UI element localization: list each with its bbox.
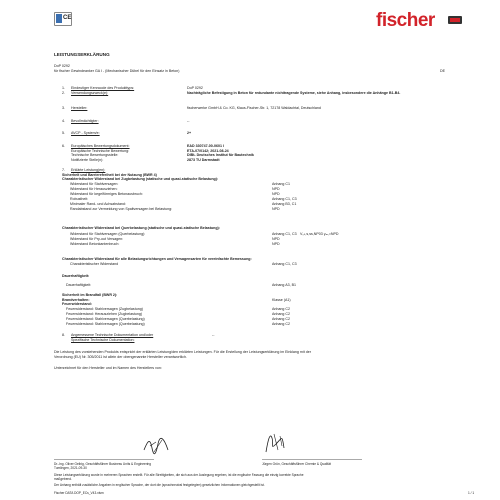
item-1-num: 1. (62, 86, 65, 90)
tension-row-label: Minimaler Rand- und Achsabstand: (70, 202, 126, 206)
signature-line-right (262, 459, 362, 460)
language-code: DE (440, 69, 445, 73)
declaration-line-2: Verordnung (EU) Nr. 305/2011 ist allein der obengenannte Hersteller verantwortlich. (54, 354, 187, 359)
shear-row-label: Widerstand für Pry-out Versagen: (70, 237, 124, 241)
durability-row-label: Dauerhaftigkeit: (66, 283, 92, 287)
group-all-directions-heading: Charakteristischer Widerstand für alle Belastungsrichtungen und Versagensarten für vereinfachte Bemessung: (62, 257, 252, 261)
requirement-bwr2: Sicherheit im Brandfall (BWR 2): (62, 293, 118, 297)
tension-row-value: NPD (272, 187, 280, 191)
durability-row-value: Anhang A3, B1 (272, 283, 296, 287)
certificate-icon (56, 14, 62, 23)
signatory-left-name: Dr.-Ing. Oliver Geibig, Geschäftsführer Business Units & Engineering (54, 462, 152, 466)
fire-row-value: Anhang C2 (272, 307, 290, 311)
item-6-row-2-label: Europäische Technische Bewertung: (71, 148, 130, 153)
fire-row-label: Feuerwiderstand: Stahlversagen (Zugbelastung) (66, 307, 143, 311)
item-1-label: Eindeutiger Kenncode des Produkttyps: (71, 86, 135, 90)
fire-reaction-heading: Brandverhalten: (62, 297, 90, 302)
requirement-bwr4: Sicherheit und Barrierefreiheit bei der Nutzung (BWR 4) (62, 172, 157, 177)
item-5-num: 5. (62, 131, 65, 135)
language-note-line-1: Diese Leistungserklärung wurde in mehreren Sprachen erstellt. Für alle Streitigkeiten, die sich aus der Auslegung ergeben, ist die englische Fassung die einzig korrekte Sprache (54, 473, 304, 477)
fire-row-value: Anhang C2 (272, 317, 290, 321)
item-3-label: Hersteller: (71, 106, 88, 110)
group-shear-heading: Charakteristischer Widerstand bei Querbelastung (statische und quasi-statische Belastung): (62, 226, 220, 230)
item-7-num: 7. (62, 168, 65, 172)
item-1-value: DoP 0292 (187, 86, 203, 90)
language-note-line-2: maßgebend. (54, 477, 72, 481)
fire-reaction-value: Klasse (A1) (272, 297, 291, 302)
all-directions-row-label: Charakteristischer Widerstand (70, 262, 119, 266)
tension-row-label: Robustheit: (70, 197, 89, 201)
item-8-num: 8. (62, 333, 65, 337)
footer-page-number: 1 / 1 (468, 491, 475, 495)
item-5-value: 2+ (187, 131, 192, 135)
tension-row-value: NPD (272, 192, 280, 196)
logo-wordmark: fischer (376, 10, 435, 31)
group-tension-heading: Charakteristischer Widerstand bei Zugbelastung (statische und quasi-statische Belastung): (62, 177, 219, 181)
tension-row-value: NPD (272, 207, 280, 211)
signature-left (142, 436, 172, 456)
tension-row-value: Anhang B3, C1 (272, 202, 297, 206)
item-2-label: Verwendungszweck(e): (71, 90, 109, 95)
item-6-row-3-value: DIBt- Deutsches Institut für Bautechnik (187, 153, 254, 157)
shear-row-value: NPD (272, 237, 280, 241)
item-6-row-3-label: Technische Bewertungsstelle: (71, 153, 119, 157)
signature-line-left (54, 459, 154, 460)
logo-badge-icon (448, 16, 462, 24)
document-subtitle: für fischer Gewindeanker GA I - (Mechanischer Dübel für den Einsatz in Beton) (54, 69, 180, 73)
item-4-value: -- (187, 119, 190, 123)
tension-row-label: Widerstand für kegelförmiges Betonausbruch: (70, 192, 143, 196)
fire-row-value: Anhang C2 (272, 322, 290, 326)
tension-row-label: Widerstand für Stahlversagen: (70, 182, 119, 186)
tension-row-label: Widerstand für Herausziehen: (70, 187, 118, 191)
shear-row-value: Anhang C1, C3 (272, 232, 297, 236)
document-title: LEISTUNGSERKLÄRUNG (54, 52, 110, 57)
footer-filename: Fischer DATA DOP_ECs_V43.xlsm (54, 491, 104, 495)
item-5-label: AVCP - System/e: (71, 131, 100, 135)
declaration-signed-by: Unterzeichnet für den Hersteller und im Namen des Herstellers von: (54, 366, 162, 370)
tension-row-value: Anhang C1 (272, 182, 290, 186)
tension-row-label: Randabstand zur Vermeidung von Spaltversagen bei Belastung: (70, 207, 173, 211)
signatory-left-place-date: Tumlingen, 2021-09-30 (54, 466, 87, 470)
fire-resistance-heading: Feuerwiderstand: (62, 302, 92, 306)
tension-row-value: Anhang C1, C3 (272, 197, 297, 201)
shear-row-extra: V₀ₖ,s,ss,NP03 γₘ,=NPD (300, 232, 339, 236)
fischer-logo (376, 10, 466, 34)
signature-right (260, 430, 290, 454)
item-8-label-2: Spezifische Technische Dokumentation: (71, 337, 135, 342)
item-3-value: fischerwerke GmbH & Co. KG, Klaus-Fischer-Str. 1, 72178 Waldachtal, Deutschland (187, 106, 321, 110)
item-8-label-1: Angemessene Technische Dokumentation und/oder (71, 333, 154, 337)
item-6-row-1-label: Europäisches Bewertungsdokument: (71, 144, 130, 148)
signatory-right-name: Jürgen Grün, Geschäftsführer Chemie & Qualität (262, 462, 331, 466)
item-4-label: Bevollmächtigter: (71, 119, 99, 123)
item-8-value: -- (212, 333, 215, 337)
shear-row-label: Widerstand Betonkantenbruch: (70, 242, 120, 246)
item-2-value: Nachträgliche Befestigung in Beton für redundante nichttragende Systeme, siehe Anhang, insbesondere die Anhänge B1-B4. (187, 90, 401, 95)
ce-certification-mark (54, 12, 72, 26)
fire-row-label: Feuerwiderstand: Stahlversagen (Querbelastung) (66, 322, 145, 326)
item-6-row-2-value: ETA-07/0142; 2021-08-24 (187, 148, 229, 153)
item-3-num: 3. (62, 106, 65, 110)
fire-row-label: Feuerwiderstand: Herausziehen (Zugbelastung) (66, 312, 143, 316)
item-6-num: 6. (62, 144, 65, 148)
declaration-line-1: Die Leistung des vorstehenden Produkts entspricht der erklärten Leistung/den erklärten Leistungen. Für die Erstellung der Leistungserklärung im Einklang mit der (54, 350, 311, 354)
item-2-num: 2. (62, 90, 65, 95)
shear-row-label: Widerstand für Stahlversagen (Querbelastung): (70, 232, 146, 236)
dop-number: DoP 0292 (54, 64, 70, 68)
shear-row-value: NPD (272, 242, 280, 246)
item-6-row-1-value: EAD 330747-00-0601 I (187, 144, 224, 148)
fire-row-value: Anhang C2 (272, 312, 290, 316)
all-directions-row-value: Anhang C1, C3 (272, 262, 297, 266)
ce-mark-text: CE (63, 15, 72, 21)
item-4-num: 4. (62, 119, 65, 123)
item-6-row-4-label: Notifizierte Stelle(n): (71, 157, 104, 162)
item-6-row-4-value: 2873 TU Darmstadt (187, 157, 220, 162)
fire-row-label: Feuerwiderstand: Stahlversagen (Querbelastung) (66, 317, 145, 321)
annex-note: Der Anhang enthält zusätzliche Angaben in englischer Sprache, der dort die (sprachneutral festgelegten) gesetzlichen Informationen gleichgestellt ist. (54, 483, 265, 487)
item-7-heading: Erklärte Leistung(en): (71, 168, 106, 172)
durability-heading: Dauerhaftigkeit: (62, 274, 90, 278)
